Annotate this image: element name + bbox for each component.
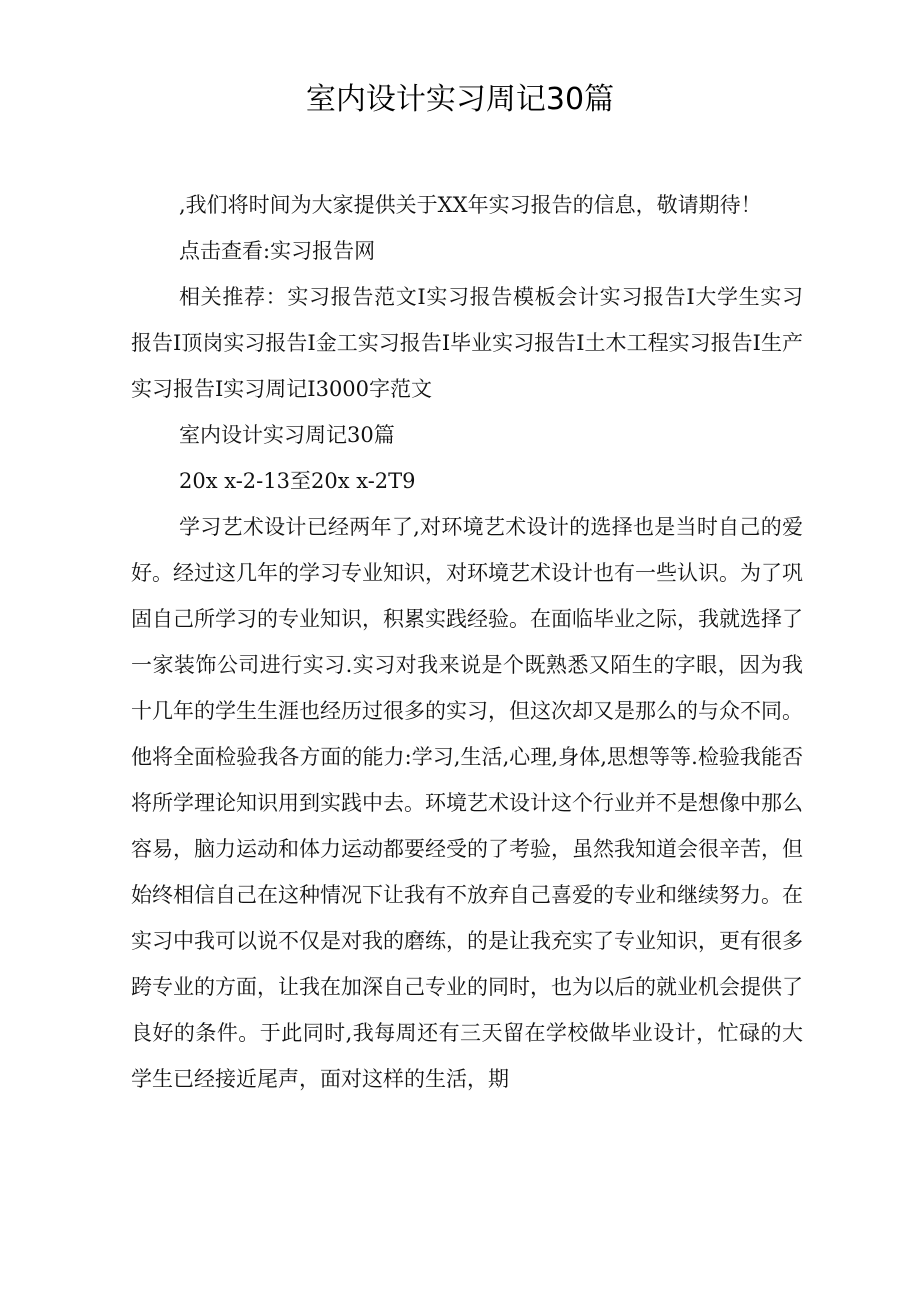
section-heading: 室内设计实习周记30篇: [179, 423, 395, 447]
page-title: 室内设计实习周记30篇: [305, 82, 615, 117]
intro-paragraph: ,我们将时间为大家提供关于XX年实习报告的信息，敬请期待！: [179, 193, 762, 217]
document-body: [131, 182, 803, 1102]
date-range: 20x x-2-13至20x x-2T9: [179, 469, 416, 493]
link-paragraph: 点击查看:实习报告网: [179, 239, 376, 263]
body-paragraph: 学习艺术设计已经两年了,对环境艺术设计的选择也是当时自己的爱好。经过这几年的学习专业知识，对环境艺术设计也有一些认识。为了巩固自己所学习的专业知识，积累实践经验。在面临毕业之际，我就选择了一家装饰公司进行实习.实习对我来说是个既熟悉又陌生的字眼，因为我十几年的学生生涯也经历过很多的实习，但这次却又是那么的与众不同。他将全面检验我各方面的能力:学习,生活,心理,身体,思想等等.检验我能否将所学理论知识用到实践中去。环境艺术设计这个行业并不是想像中那么容易，脑力运动和体力运动都要经受的了考验，虽然我知道会很辛苦，但始终相信自己在这种情况下让我有不放弃自己喜爱的专业和继续努力。在实习中我可以说不仅是对我的磨练，的是让我充实了专业知识，更有很多跨专业的方面，让我在加深自己专业的同时，也为以后的就业机会提供了良好的条件。于此同时,我每周还有三天留在学校做毕业设计，忙碌的大学生已经接近尾声，面对这样的生活，期: [131, 515, 803, 1091]
recommendations-paragraph: 相关推荐：实习报告范文I实习报告模板会计实习报告I大学生实习报告I顶岗实习报告I金工实习报告I毕业实习报告I土木工程实习报告I生产实习报告I实习周记I3000字范文: [131, 285, 803, 401]
